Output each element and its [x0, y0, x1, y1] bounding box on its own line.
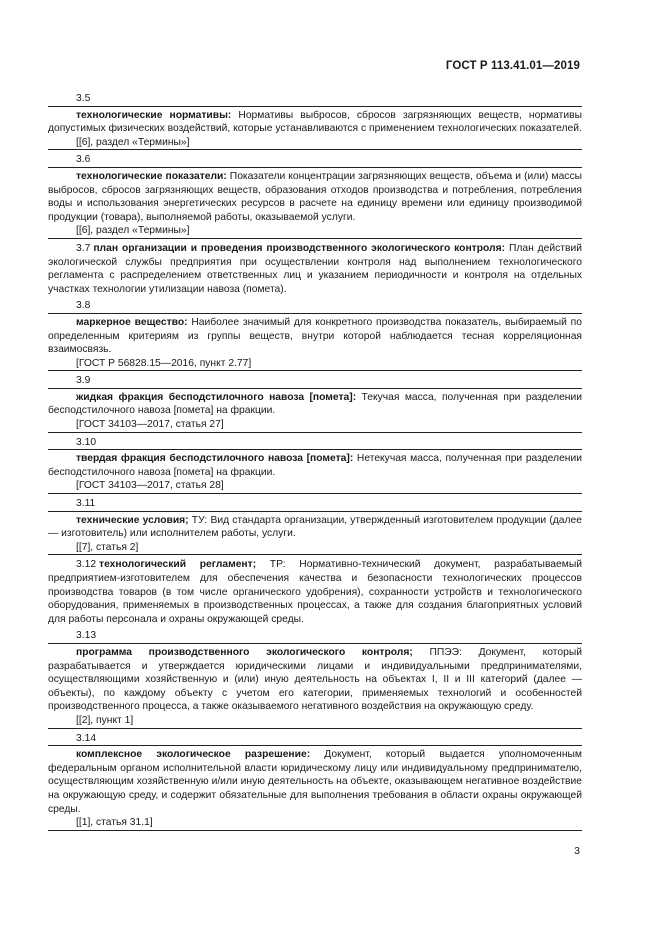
term-entry: [48, 643, 582, 729]
term-entry: [48, 745, 582, 831]
definition-text: Нетекучая масса, полученная при разделении бесподстилочного навоза [помета] на фракции.: [48, 453, 582, 478]
entry-number: 3.5: [76, 93, 91, 104]
definition-text: Показатели концентрации загрязняющих веществ, объема и (или) массы выбросов, сбросов загрязняющих веществ, образования отходов производства и потребления, потребления воды и использования энергетических ресурсов в расчете на единицу времени или единицу производимой продукции (товара), выполняемой работы, оказываемой услуги.: [48, 170, 582, 223]
term-reference: [ГОСТ 34103—2017, статья 27]: [76, 419, 224, 431]
terms-section: [48, 92, 582, 834]
page-number: 3: [574, 845, 580, 857]
definition-text: Документ, который выдается уполномоченным федеральным органом исполнительной власти юридическому лицу или индивидуальному предпринимателю, осуществляющим хозяйственную и/или иную деятельность на объекте, оказывающем негативное воздействие на окружающую среду, и содержит обязательные для выполнения требования в области охраны окружающей среды.: [48, 749, 582, 815]
term-entry: [48, 313, 582, 371]
definition-text: План действий экологической службы предприятия при осуществлении контроля над выполнением технологического регламента с распределением ответственных лиц и указанием периодичности и контроля на отдельных участках технологии утилизации навоза (помета).: [48, 242, 582, 295]
term-entry: [48, 106, 582, 151]
term-reference: [ГОСТ Р 56828.15—2016, пункт 2.77]: [76, 357, 252, 369]
term-reference: [[6], раздел «Термины»]: [76, 136, 190, 148]
term-name: жидкая фракция бесподстилочного навоза [помета]:: [76, 391, 357, 403]
term-name: технологические нормативы:: [76, 109, 232, 121]
term-definition: [48, 452, 582, 479]
definition-text: ТУ: Вид стандарта организации, утвержденный изготовителем продукции (далее — изготовитель) или исполнителем работы, услуги.: [48, 514, 582, 540]
term-definition: [48, 316, 582, 357]
definition-text: Нормативы выбросов, сбросов загрязняющих веществ, нормативы допустимых физических воздействий, которые устанавливаются с применением технологических показателей.: [48, 109, 582, 135]
entry-number: 3.7: [76, 242, 91, 254]
term-entry: [48, 388, 582, 433]
term-entry: [48, 449, 582, 494]
term-definition: [48, 109, 582, 136]
term-definition: [48, 748, 582, 816]
term-definition: [48, 514, 582, 541]
term-definition: [48, 170, 582, 224]
definition-text: ТР: Нормативно-технический документ, разрабатываемый предприятием-изготовителем для обеспечения качества и безопасности технологических процессов производства товаров (в том числе органического удобрения), сохранности устройств и технологического оборудования, применяемых в производственных процессах, а также для создания благоприятных условий для работы персонала и охраны окружающей среды.: [48, 559, 582, 625]
entry-number: 3.9: [76, 375, 91, 387]
entry-number: 3.14: [76, 732, 97, 744]
entry-number: 3.12: [76, 559, 97, 571]
definition-text: Текучая масса, полученная при разделении бесподстилочного навоза [помета] на фракции.: [48, 391, 582, 417]
term-name: программа производственного экологического контроля;: [76, 646, 413, 658]
term-definition: [48, 646, 582, 714]
entry-number: 3.6: [76, 154, 91, 166]
entry-number: 3.13: [76, 630, 97, 642]
term-name: комплексное экологическое разрешение:: [76, 749, 311, 761]
term-entry: [48, 167, 582, 239]
term-entry-plain: [48, 558, 582, 626]
definition-text: ППЭЭ: Документ, который разрабатывается и утверждается юридическими лицами и индивидуальными предпринимателями, осуществляющими хозяйственную и (или) иную деятельность на объектах I, II и III категорий (далее — объекты), по каждому объекту с учетом его категории, применяемых технологий и особенностей производственного процесса, а также оказываемого негативного воздействия на окружающую среду.: [48, 646, 582, 713]
term-entry: [48, 511, 582, 556]
entry-number: 3.11: [76, 498, 96, 510]
term-name: план организации и проведения производственного экологического контроля:: [93, 242, 506, 254]
term-reference: [[6], раздел «Термины»]: [76, 225, 190, 237]
term-name: технологические показатели:: [76, 170, 227, 182]
term-name: технические условия;: [76, 514, 189, 526]
term-name: твердая фракция бесподстилочного навоза [помета]:: [76, 453, 354, 465]
term-reference: [[2], пункт 1]: [76, 714, 134, 726]
term-entry-plain: [48, 242, 582, 296]
term-reference: [[1], статья 31.1]: [76, 817, 153, 829]
definition-text: Наиболее значимый для конкретного производства показатель, выбираемый по определенным критериям из группы веществ, внутри которой наблюдается тесная корреляционная взаимосвязь.: [48, 316, 582, 356]
term-reference: [[7], статья 2]: [76, 541, 139, 553]
term-name: маркерное вещество:: [76, 316, 188, 328]
document-code: ГОСТ Р 113.41.01—2019: [445, 60, 580, 72]
term-name: технологический регламент;: [99, 559, 257, 571]
entry-number: 3.8: [76, 300, 91, 312]
term-definition: [48, 391, 582, 418]
entry-number: 3.10: [76, 436, 97, 448]
term-reference: [ГОСТ 34103—2017, статья 28]: [76, 480, 224, 492]
